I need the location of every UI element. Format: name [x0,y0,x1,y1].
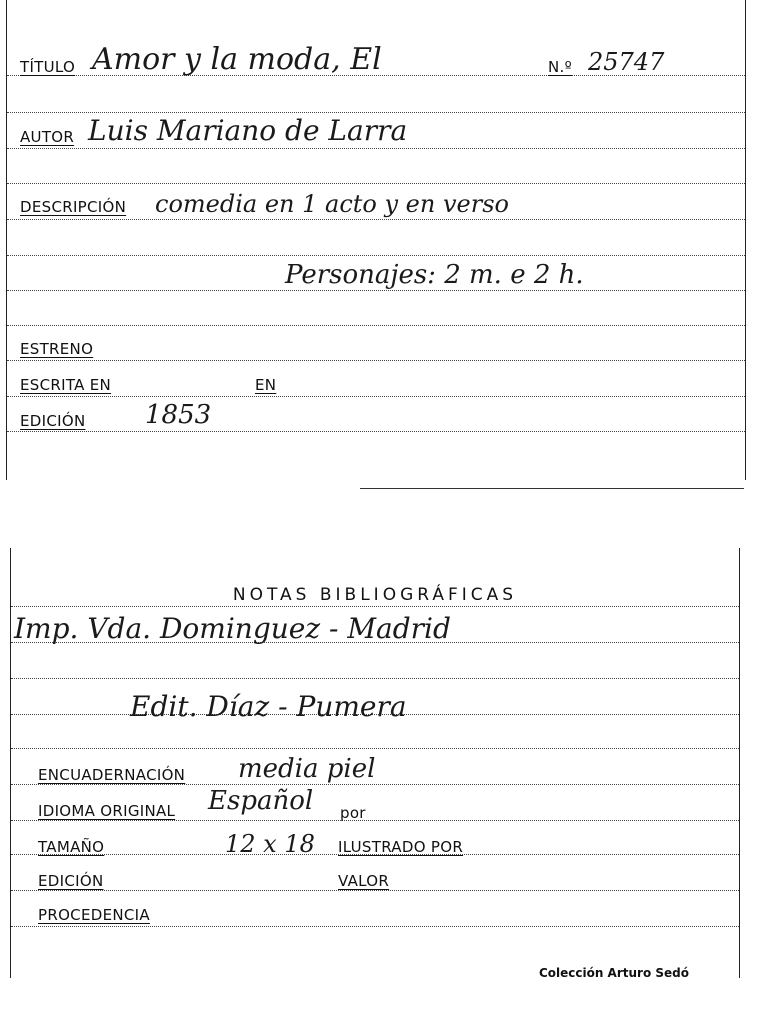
autor-label: AUTOR [20,128,75,146]
descripcion-value: comedia en 1 acto y en verso [155,190,509,218]
por-label: por [340,804,366,822]
ruled-line [7,290,745,291]
ruled-line [7,112,745,113]
edicion-value: 1853 [145,400,212,430]
ruled-line [7,183,745,184]
ruled-line [7,431,745,432]
personajes-value: Personajes: 2 m. e 2 h. [285,260,584,290]
imprenta-value: Imp. Vda. Dominguez - Madrid [14,612,451,645]
encuadernacion-value: media piel [238,754,376,784]
procedencia-label: PROCEDENCIA [38,906,150,924]
escrita-en-label: ESCRITA EN [20,376,112,394]
ruled-line [11,784,739,785]
ruled-line [7,396,745,397]
edicion-label: EDICIÓN [20,412,86,430]
encuadernacion-label: ENCUADERNACIÓN [38,766,186,784]
ilustrado-por-label: ILUSTRADO POR [338,838,464,856]
descripcion-label: DESCRIPCIÓN [20,198,127,216]
ruled-line [11,890,739,891]
titulo-value: Amor y la moda, El [92,42,382,77]
tamano-value: 12 x 18 [225,830,315,858]
idioma-value: Español [208,786,314,816]
numero-label: N.º [548,58,572,76]
ruled-line [11,820,739,821]
ruled-line [11,926,739,927]
autor-value: Luis Mariano de Larra [88,114,408,147]
valor-label: VALOR [338,872,390,890]
ruled-line [11,748,739,749]
editor-value: Edit. Díaz - Pumera [130,690,407,723]
titulo-label: TÍTULO [20,58,76,76]
idioma-original-label: IDIOMA ORIGINAL [38,802,176,820]
ruled-line [11,606,739,607]
en-label: EN [255,376,277,394]
notas-bibliograficas-heading: NOTAS BIBLIOGRÁFICAS [232,585,518,605]
ruled-line [7,219,745,220]
edicion-label-2: EDICIÓN [38,872,104,890]
ruled-line [7,325,745,326]
tamano-label: TAMAÑO [38,838,105,856]
ruled-line [7,148,745,149]
collection-stamp: Colección Arturo Sedó [538,966,689,980]
numero-value: 25747 [588,48,665,76]
ruled-line [7,360,745,361]
card-edge-line [360,488,744,489]
estreno-label: ESTRENO [20,340,94,358]
ruled-line [11,678,739,679]
ruled-line [7,255,745,256]
